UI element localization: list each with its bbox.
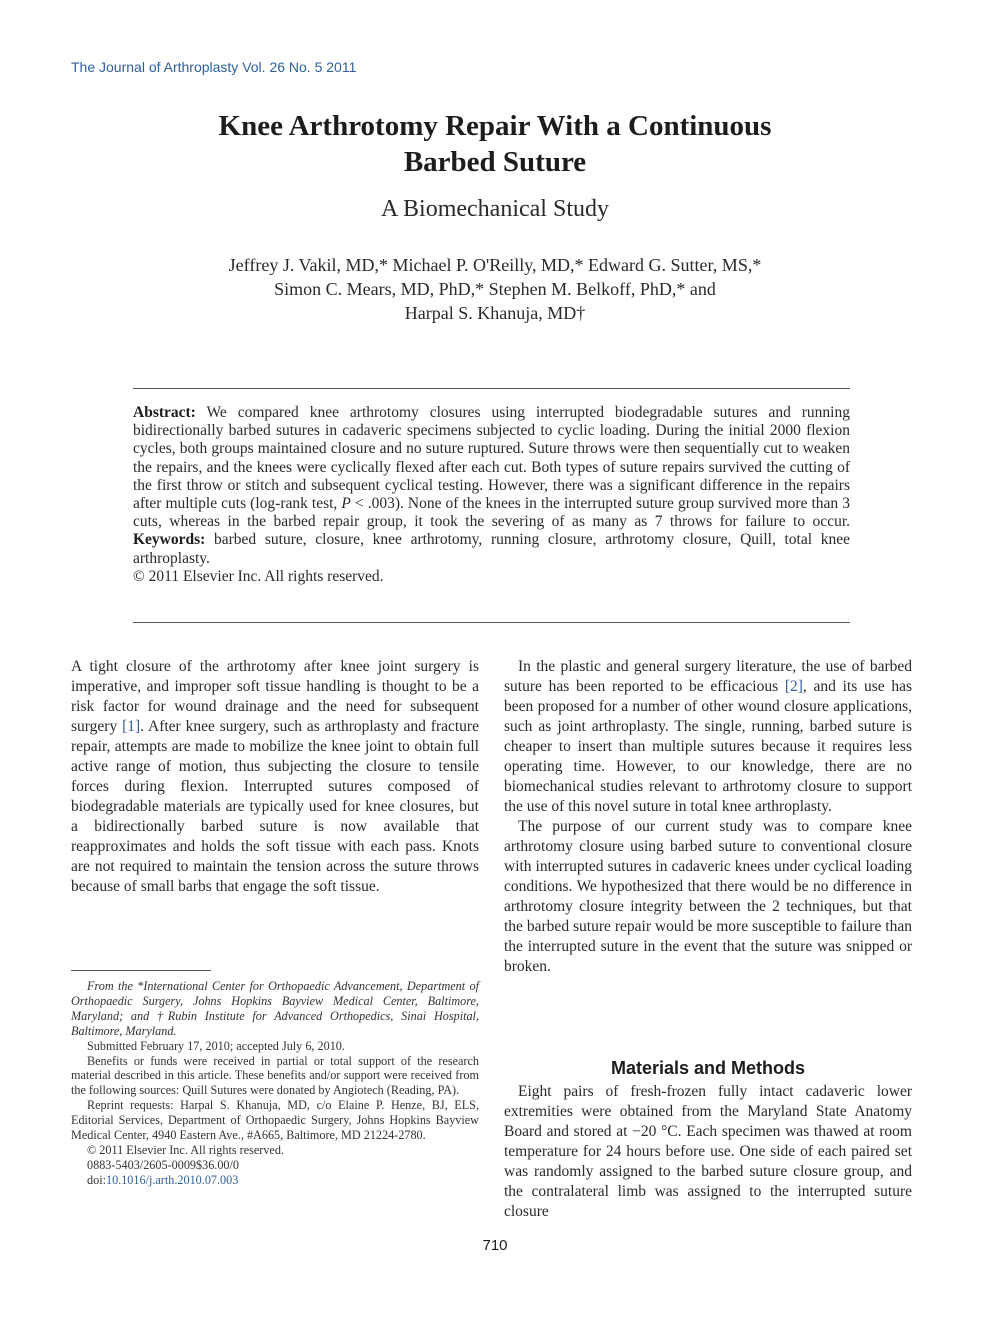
reprint-note: Reprint requests: Harpal S. Khanuja, MD, c/o Elaine P. Henze, BJ, ELS, Editorial Services, Department of Orthopaedic Surgery, Johns Hopkins Bayview Medical Center, 4940 Eastern Ave., #A665, Baltimore, MD 21224-2780. — [71, 1098, 479, 1143]
intro-paragraph-2 — [504, 657, 912, 817]
reference-link-1[interactable]: [1] — [122, 718, 141, 735]
intro-paragraph-1 — [71, 657, 479, 897]
intro-paragraph-3: The purpose of our current study was to compare knee arthrotomy closure using barbed suture to conventional closure with interrupted sutures in cadaveric knees under cyclical loading conditions. We hypothesized that there would be no difference in arthrotomy closure integrity between the 2 techniques, but that the barbed suture repair would be more susceptible to failure than the interrupted suture in the event that the suture was snipped or broken. — [504, 818, 912, 975]
title-line-2: Barbed Suture — [403, 146, 587, 178]
methods-column — [504, 1082, 912, 1222]
journal-header: The Journal of Arthroplasty Vol. 26 No. 5 2011 — [71, 59, 357, 75]
authors-line-3: Harpal S. Khanuja, MD† — [404, 303, 586, 323]
author-list — [100, 253, 890, 325]
affiliation-note: From the *International Center for Orthopaedic Advancement, Department of Orthopaedic Surgery, Johns Hopkins Bayview Medical Center, Baltimore, Maryland; and †Rubin Institute for Advanced Orthopedics, Sinai Hospital, Baltimore, Maryland. — [71, 979, 479, 1038]
doi-prefix: doi: — [87, 1172, 106, 1187]
intro-2-text-b: , and its use has been proposed for a number of other wound closure applications, such as joint arthroplasty. The single, running, barbed suture is cheaper to insert than multiple sutures because it requires less operating time. However, to our knowledge, there are no biomechanical studies relevant to arthrotomy closure to support the use of this novel suture in total knee arthroplasty. — [504, 678, 912, 815]
funding-note: Benefits or funds were received in partial or total support of the research material described in this article. These benefits and/or support were received from the following sources: Quill Sutures were donated by Angiotech (Reading, PA). — [71, 1053, 479, 1098]
authors-line-2: Simon C. Mears, MD, PhD,* Stephen M. Belkoff, PhD,* and — [274, 279, 716, 299]
intro-2-text-a: In the plastic and general surgery literature, the use of barbed suture has been reported to be efficacious — [504, 658, 912, 695]
page-number: 710 — [482, 1237, 508, 1254]
abstract-bottom-rule — [133, 622, 850, 623]
abstract-top-rule — [133, 388, 850, 389]
abstract-label: Abstract: — [133, 404, 196, 421]
article-subtitle: A Biomechanical Study — [381, 196, 609, 222]
section-heading-methods: Materials and Methods — [610, 1058, 806, 1078]
keywords-label: Keywords: — [133, 531, 206, 549]
doi-note — [71, 1173, 479, 1188]
doi-link[interactable]: 10.1016/j.arth.2010.07.003 — [105, 1172, 239, 1187]
footnotes — [71, 979, 479, 1188]
intro-text-a: A tight closure of the arthrotomy after knee joint surgery is imperative, and improper soft tissue handling is thought to be a risk factor for wound drainage and the need for subsequent surgery — [71, 658, 479, 735]
article-title — [100, 108, 890, 180]
intro-text-b: . After knee surgery, such as arthroplasty and fracture repair, attempts are made to mobilize the knee joint to obtain full active range of motion, thus subjecting the closure to tensile forces during flexion. Interrupted sutures composed of biodegradable materials are typically used for knee closures, but a bidirectionally barbed suture is now available that reapproximates and holds the soft tissue with each pass. Knots are not required to maintain the tension across the suture throws because of small barbs that engage the soft tissue. — [71, 718, 479, 895]
authors-line-1: Jeffrey J. Vakil, MD,* Michael P. O'Reilly, MD,* Edward G. Sutter, MS,* — [228, 255, 762, 275]
abstract — [133, 404, 850, 586]
footnote-copyright: © 2011 Elsevier Inc. All rights reserved. — [87, 1142, 284, 1157]
reference-link-2[interactable]: [2] — [784, 678, 803, 695]
title-line-1: Knee Arthrotomy Repair With a Continuous — [218, 110, 772, 142]
submission-note: Submitted February 17, 2010; accepted July 6, 2010. — [87, 1038, 345, 1053]
abstract-text-b: < .003). None of the knees in the interrupted suture group survived more than 3 cuts, whereas in the barbed repair group, it took the severing of as many as 7 throws for failure to occur. — [133, 495, 850, 531]
methods-paragraph-1: Eight pairs of fresh-frozen fully intact cadaveric lower extremities were obtained from the Maryland State Anatomy Board and stored at −20 °C. Each specimen was thawed at room temperature for 24 hours before use. One side of each paired set was randomly assigned to the barbed suture closure group, and the contralateral limb was assigned to the interrupted suture closure — [504, 1083, 912, 1220]
keywords: barbed suture, closure, knee arthrotomy, running closure, arthrotomy closure, Quill, total knee arthroplasty. — [133, 531, 850, 567]
issn-note: 0883-5403/2605-0009$36.00/0 — [87, 1157, 239, 1172]
footnote-rule — [71, 970, 211, 971]
p-value-symbol: P — [341, 495, 351, 513]
abstract-copyright: © 2011 Elsevier Inc. All rights reserved. — [133, 567, 384, 585]
left-column — [71, 657, 479, 897]
right-column — [504, 657, 912, 977]
abstract-text-a: We compared knee arthrotomy closures using interrupted biodegradable sutures and running bidirectionally barbed sutures in cadaveric specimens subjected to cyclic loading. During the initial 2000 flexion cycles, both groups maintained closure and no suture ruptured. Suture throws were then sequentially cut to weaken the repairs, and the knees were cyclically flexed after each cut. Both types of suture repairs survived the cutting of the first throw or stitch and subsequent cyclical testing. However, there was a significant difference in the repairs after multiple cuts (log-rank test, — [133, 404, 850, 513]
